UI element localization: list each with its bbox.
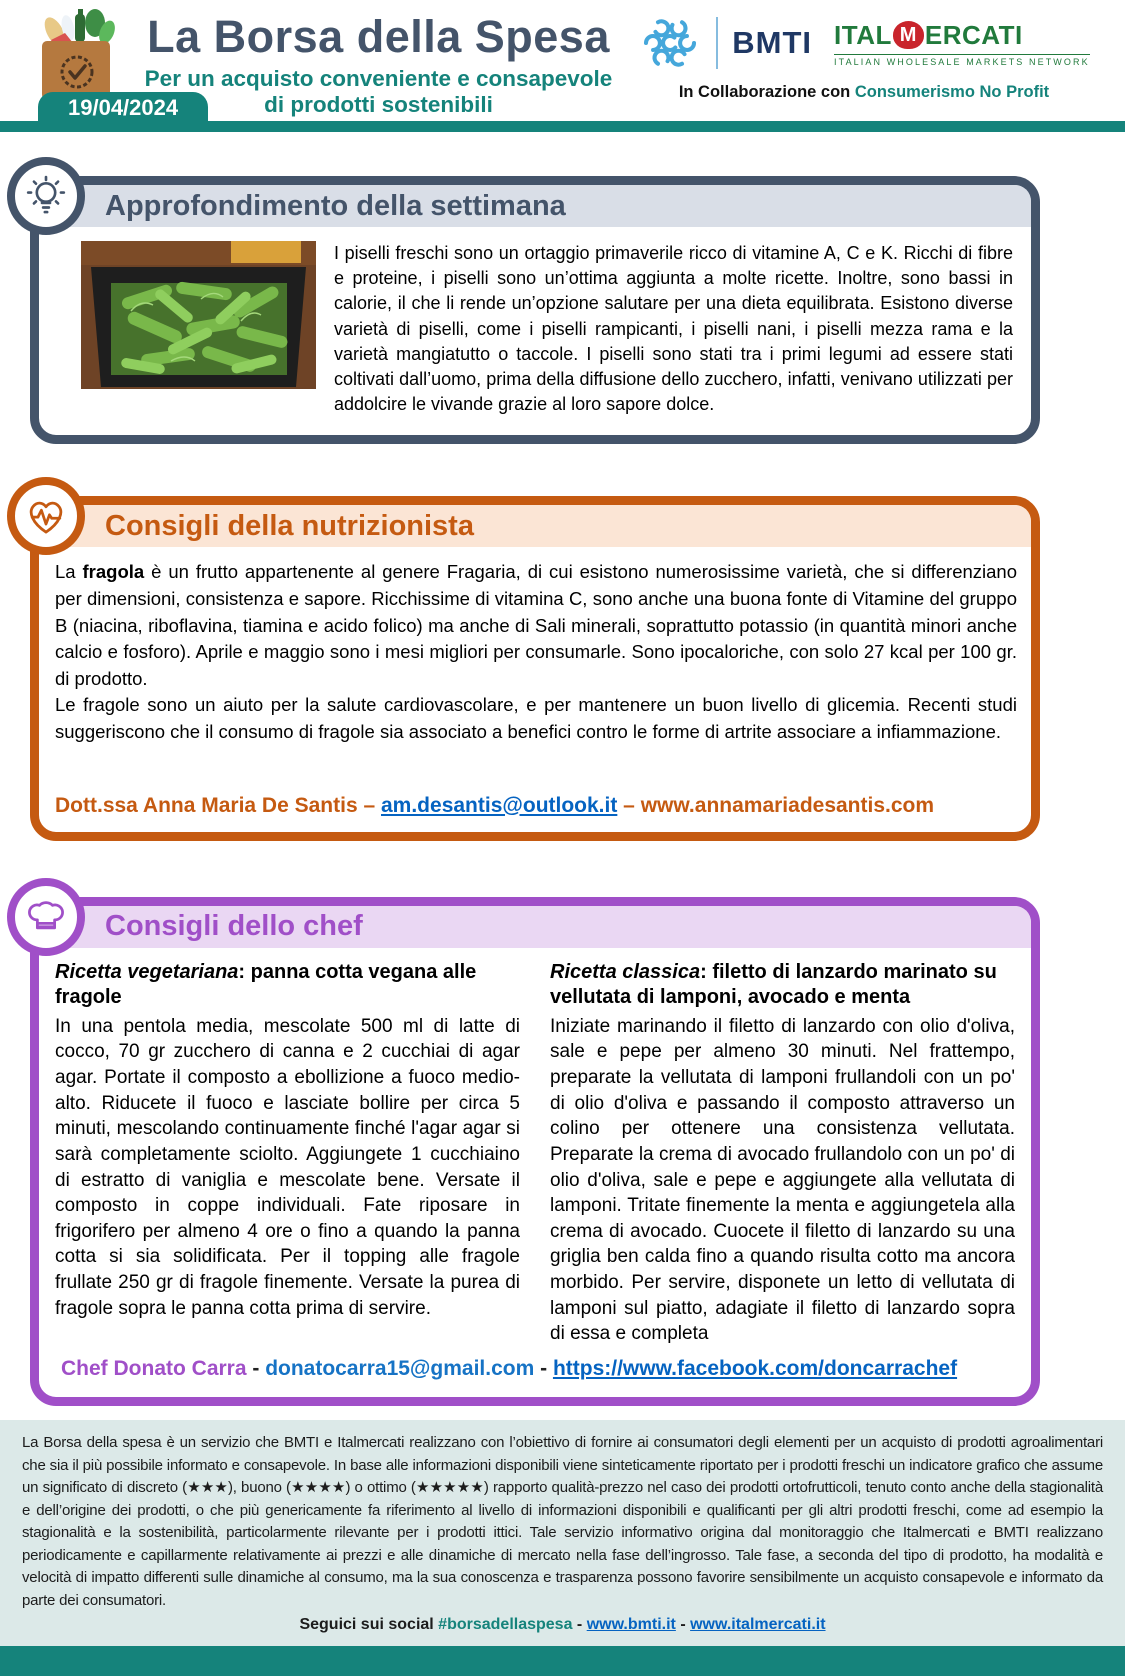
section-header (39, 505, 1031, 547)
section-title-chef: Consigli dello chef (105, 910, 363, 943)
recipe-vegetarian-title (55, 960, 520, 1010)
recipe-title-rest: : filetto di lanzardo marinato su vellutata di lamponi, avocado e menta (550, 960, 997, 1008)
partner-logos (631, 8, 1097, 110)
p1-bold-word: fragola (82, 561, 145, 583)
bmti-label: BMTI (732, 25, 813, 60)
separator: - (572, 1616, 587, 1634)
bottom-teal-bar (0, 1646, 1125, 1676)
logo-divider (716, 17, 718, 69)
nutrizionista-paragraph-1 (55, 559, 1017, 692)
date-badge: 19/04/2024 (38, 92, 208, 126)
italmercati-text-left: ITAL (834, 19, 892, 50)
separator: – (357, 793, 381, 817)
collab-prefix: In Collaborazione con (678, 83, 855, 101)
section-header (39, 906, 1031, 948)
section-title-approfondimento: Approfondimento della settimana (105, 189, 566, 222)
italmercati-site-link[interactable]: www.italmercati.it (690, 1616, 826, 1634)
recipe-vegetarian (55, 960, 520, 1347)
p1-rest: è un frutto appartenente al genere Fragaria, di cui esistono numerosissime varietà, che si differenziano per dimensioni, consistenza e sapore. Ricchissime di vitamina C, sono anche una buona fonte di Vitamine del gruppo B (niacina, riboflavina, tiamina e acido folico) ma anche di Sali minerali, soprattutto potassio (in quantità minori anche calcio e fosforo). Aprile e maggio sono i mesi migliori per consumarle. Sono ipocaloriche, con solo 27 kcal per 100 gr. di prodotto. (55, 561, 1018, 689)
separator: - (534, 1357, 553, 1381)
recipe-vegetarian-body: In una pentola media, mescolate 500 ml di latte di cocco, 70 gr zucchero di canna e 2 cucchiai di agar agar. Portate il composto a ebollizione a fuoco medio-alto. Riducete il fuoco e lasciate bollire per circa 5 minuti, mescolando continuamente finché l'agar agar si sarà completamente sciolto. Aggiungete 1 cucchiaino di estratto di vaniglia e mescolate bene. Versate il composto in coppe individuali. Fate riposare in frigorifero per almeno 4 ore o fino a quando la panna cotta si sia solidificata. Per il topping alle fragole frullate 250 gr di fragole finemente. Versate la purea di fragole sopra le panna cotta prima di servire. (55, 1015, 520, 1319)
subtitle-line1: Per un acquisto conveniente e consapevole (144, 65, 613, 91)
recipe-classic-body: Iniziate marinando il filetto di lanzardo con olio d'oliva, sale e pepe per almeno 30 minuti. Nel frattempo, preparate la vellutata di lamponi frullandoli con un po' di olio d'oliva e passando il composto attraverso un colino per ottenere una consistenza vellutata. Preparate la crema di avocado frullandolo con un po' di olio d'oliva, sale e pepe e aggiungete alla vellutata di lamponi. Tritate finemente la menta e aggiungetela alla crema di avocado. Cuocete il filetto di lanzardo su una griglia ben calda fino a quando risulta cotto ma ancora morbido. Per servire, disponete un letto di vellutata di lamponi sul piatto, adagiate il filetto di lanzardo sopra di essa e completa (550, 1015, 1015, 1345)
chef-contact-line (39, 1351, 1031, 1397)
collab-partner: Consumerismo No Profit (854, 83, 1050, 101)
section-title-nutrizionista: Consigli della nutrizionista (105, 509, 474, 542)
peas-photo (81, 241, 316, 389)
p1-prefix: La (55, 561, 83, 583)
italmercati-logo (834, 20, 1090, 67)
separator: - (675, 1616, 691, 1634)
section-approfondimento (30, 176, 1040, 444)
social-prefix: Seguici sui social (299, 1616, 439, 1634)
separator: - (246, 1357, 266, 1381)
chef-name: Chef Donato Carra (61, 1357, 247, 1381)
italmercati-tagline: ITALIAN WHOLESALE MARKETS NETWORK (834, 54, 1090, 67)
hashtag: #borsadellaspesa (438, 1616, 573, 1634)
recipe-classic (550, 960, 1015, 1347)
section-nutrizionista (30, 496, 1040, 840)
separator: – (617, 793, 641, 817)
nutritionist-name: Dott.ssa Anna Maria De Santis (55, 793, 358, 817)
apple-m-icon: M (893, 21, 924, 49)
nutrizionista-paragraph-2: Le fragole sono un aiuto per la salute cardiovascolare, e per mantenere un buon livello di glicemia. Recenti studi suggeriscono che il consumo di fragole sia associato a benefici contro le forme di artrite associare a infiammazione. (55, 694, 1017, 743)
nutrizionista-body (39, 547, 1031, 759)
section-header (39, 185, 1031, 227)
footer-text: La Borsa della spesa è un servizio che BMTI e Italmercati realizzano con l’obiettivo di fornire ai consumatori degli elementi per un acquisto di prodotti agroalimentari che sia il più possibile informato e consapevole. In base alle informazioni disponibili viene sinteticamente riportato per i prodotti freschi un indicatore grafico che assume un significato di discreto (★★★), buono (★★★★) o ottimo (★★★★★) rapporto qualità-prezzo nel caso dei prodotti ortofrutticoli, tenuto conto anche della stagionalità e dell’origine dei prodotti, o che più genericamente fa riferimento al livello di informazioni disponibili e qualificanti per gli altri prodotti freschi, come ad esempio la stagionalità e la sostenibilità, particolarmente rilevante per i prodotti ittici. Tale servizio informativo origina dal monitoraggio che Italmercati e BMTI realizzano periodicamente e capillarmente relativamente ai prezzi e alle dinamiche di mercato nella fase dell’ingrosso. Tale fase, a seconda del tipo di prodotto, ha modalità e velocità di impatto differenti sulle dinamiche al consumo, ma la sua conoscenza e trasparenza possono favorire sensibilmente un acquisto consapevole e informato da parte dei consumatori. (22, 1434, 1103, 1609)
collaboration-line (631, 83, 1097, 102)
bmti-site-link[interactable]: www.bmti.it (586, 1616, 676, 1634)
social-line (22, 1616, 1103, 1638)
nutritionist-email-link[interactable]: am.desantis@outlook.it (381, 793, 618, 817)
chef-email-link[interactable]: donatocarra15@gmail.com (265, 1357, 535, 1381)
chef-hat-icon (7, 878, 85, 956)
lightbulb-icon (7, 157, 85, 235)
italmercati-text-right: ERCATI (924, 19, 1023, 50)
footer (0, 1420, 1125, 1646)
recipe-label: Ricetta vegetariana (55, 960, 239, 983)
approfondimento-body: I piselli freschi sono un ortaggio primaverile ricco di vitamine A, C e K. Ricchi di fibre e proteine, i piselli sono un’ottima aggiunta a molte ricette. Inoltre, sono bassi in calorie, il che li rende un’opzione salutare per una dieta equilibrata. Esistono diverse varietà di piselli, come i piselli rampicanti, i piselli nani, i piselli mezza rama e la varietà mangiatutto o taccole. I piselli sono stati tra i primi legumi ad essere stati coltivati dall’uomo, prima della diffusione dello zucchero, infatti, venivano utilizzati per addolcire le vivande grazie al loro sapore dolce. (334, 243, 1013, 415)
recipe-label: Ricetta classica (550, 960, 701, 983)
recipe-classic-title (550, 960, 1015, 1010)
nutritionist-website: www.annamariadesantis.com (640, 793, 935, 817)
recipe-title-rest: : panna cotta vegana alle fragole (55, 960, 477, 1008)
heart-pulse-icon (7, 477, 85, 555)
subtitle-line2: di prodotti sostenibili (264, 92, 493, 118)
page-title: La Borsa della Spesa (147, 11, 610, 62)
chef-facebook-link[interactable]: https://www.facebook.com/doncarrachef (552, 1357, 958, 1381)
bmti-mark-icon (638, 12, 702, 74)
nutritionist-contact-line (39, 760, 1031, 832)
section-chef (30, 897, 1040, 1406)
